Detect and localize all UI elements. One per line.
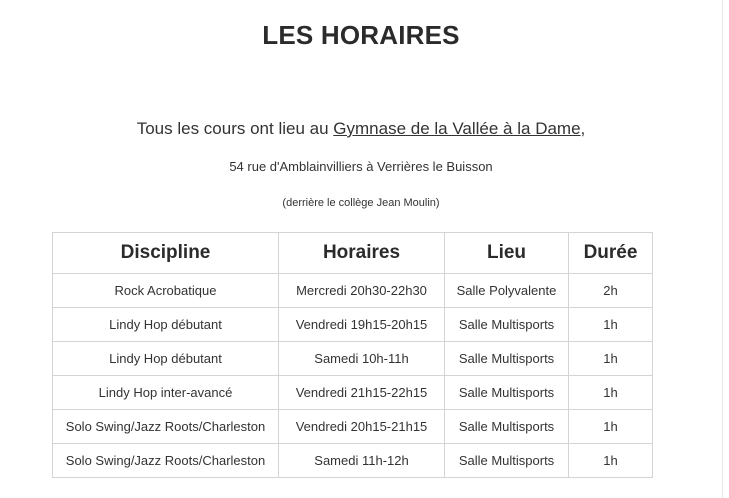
- cell-horaires: Vendredi 19h15-20h15: [279, 308, 445, 342]
- table-row: [53, 410, 653, 444]
- cell-lieu: Salle Multisports: [445, 376, 569, 410]
- cell-duree: 1h: [569, 376, 653, 410]
- cell-horaires: Samedi 10h-11h: [279, 342, 445, 376]
- venue-address: 54 rue d'Amblainvilliers à Verrières le Buisson: [229, 159, 493, 174]
- cell-discipline: Solo Swing/Jazz Roots/Charleston: [53, 444, 279, 478]
- intro-text: [0, 119, 722, 139]
- cell-duree: 1h: [569, 342, 653, 376]
- cell-discipline: Lindy Hop débutant: [53, 342, 279, 376]
- cell-discipline: Lindy Hop inter-avancé: [53, 376, 279, 410]
- intro-prefix: Tous les cours ont lieu au: [136, 119, 334, 138]
- header-row: [53, 233, 653, 274]
- cell-horaires: Vendredi 20h15-21h15: [279, 410, 445, 444]
- venue-link[interactable]: Gymnase de la Vallée à la Dame: [333, 119, 581, 138]
- page-title: LES HORAIRES: [262, 20, 460, 50]
- table-row: [53, 376, 653, 410]
- cell-horaires: Vendredi 21h15-22h15: [279, 376, 445, 410]
- header-discipline: Discipline: [53, 233, 279, 274]
- cell-lieu: Salle Multisports: [445, 308, 569, 342]
- header-lieu: Lieu: [445, 233, 569, 274]
- schedule-header: [53, 233, 653, 274]
- cell-lieu: Salle Polyvalente: [445, 274, 569, 308]
- cell-horaires: Samedi 11h-12h: [279, 444, 445, 478]
- cell-duree: 2h: [569, 274, 653, 308]
- cell-discipline: Solo Swing/Jazz Roots/Charleston: [53, 410, 279, 444]
- cell-lieu: Salle Multisports: [445, 342, 569, 376]
- header-duree: Durée: [569, 233, 653, 274]
- cell-duree: 1h: [569, 308, 653, 342]
- intro-suffix: ,: [580, 119, 586, 138]
- cell-duree: 1h: [569, 444, 653, 478]
- cell-lieu: Salle Multisports: [445, 410, 569, 444]
- table-row: [53, 308, 653, 342]
- table-row: [53, 444, 653, 478]
- cell-duree: 1h: [569, 410, 653, 444]
- table-row: [53, 342, 653, 376]
- table-row: [53, 274, 653, 308]
- cell-horaires: Mercredi 20h30-22h30: [279, 274, 445, 308]
- schedule-table: [52, 232, 653, 478]
- cell-discipline: Rock Acrobatique: [53, 274, 279, 308]
- venue-note: (derrière le collège Jean Moulin): [282, 197, 440, 209]
- content-divider: [722, 0, 723, 498]
- header-horaires: Horaires: [279, 233, 445, 274]
- cell-discipline: Lindy Hop débutant: [53, 308, 279, 342]
- schedule-body: [53, 274, 653, 478]
- cell-lieu: Salle Multisports: [445, 444, 569, 478]
